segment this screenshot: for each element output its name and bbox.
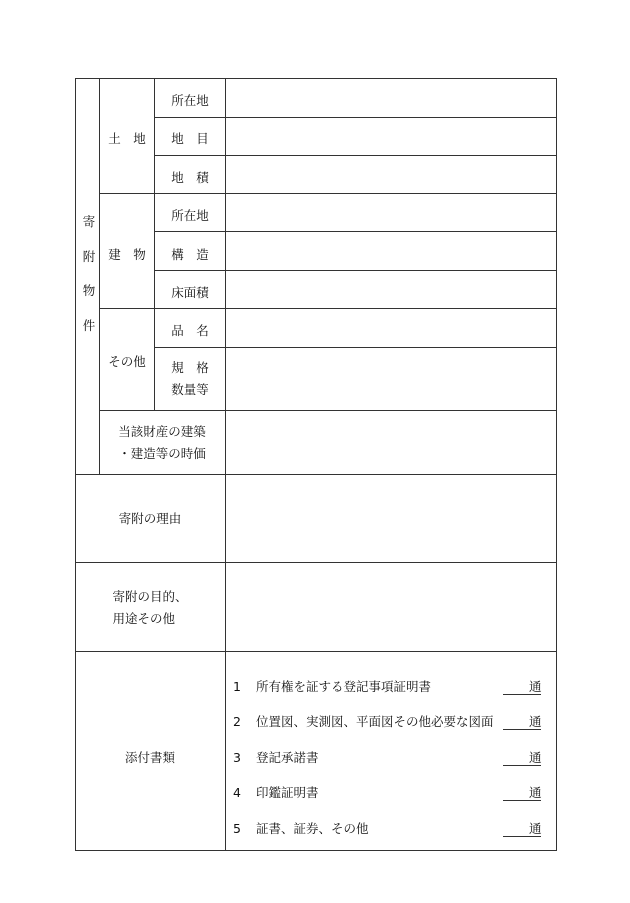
donation-purpose-label (112, 586, 187, 630)
row-line (75, 651, 557, 652)
donated-property-label (81, 216, 97, 332)
property-value-label (118, 421, 206, 465)
land-area-label: 地 積 (171, 169, 209, 185)
attachment-count-underline (503, 694, 541, 695)
row-line (154, 270, 557, 271)
donation-purpose-line1: 寄附の目的、 (112, 589, 188, 604)
property-value-line1: 当該財産の建築 (118, 424, 206, 439)
donated-property-label-char: 物 (82, 283, 96, 298)
attachment-count-underline (503, 765, 541, 766)
row-line (154, 155, 557, 156)
other-item-name-label: 品 名 (171, 322, 209, 338)
row-line (75, 562, 557, 563)
attachment-unit: 通 (529, 749, 542, 765)
attachment-number: 4 (233, 784, 241, 800)
row-line (99, 308, 557, 309)
attachment-unit: 通 (529, 784, 542, 800)
land-location-label: 所在地 (171, 92, 209, 108)
other-label: その他 (108, 353, 146, 369)
attachment-count-underline (503, 836, 541, 837)
attachment-count-underline (503, 800, 541, 801)
attachment-text: 位置図、実測図、平面図その他必要な図面 (256, 713, 494, 729)
donated-property-label-char: 件 (82, 317, 96, 333)
attachment-number: 3 (233, 749, 241, 765)
property-value-line2: ・建造等の時価 (118, 446, 206, 461)
row-line (99, 410, 557, 411)
building-floor-area-label: 床面積 (171, 284, 209, 300)
row-line (99, 193, 557, 194)
row-line (154, 231, 557, 232)
attachments-label: 添付書類 (124, 749, 176, 765)
attachment-count-underline (503, 729, 541, 730)
other-spec-line2: 数量等 (171, 382, 209, 397)
donation-purpose-line2: 用途その他 (112, 611, 176, 626)
building-location-label: 所在地 (171, 207, 209, 223)
donated-property-label-char: 附 (82, 248, 96, 264)
attachment-unit: 通 (529, 678, 542, 694)
row-line (154, 117, 557, 118)
building-structure-label: 構 造 (171, 246, 209, 262)
divider-property-column (99, 78, 100, 474)
attachment-text: 登記承諾書 (256, 749, 319, 765)
land-category-label: 地 目 (171, 130, 209, 146)
row-line (154, 347, 557, 348)
donated-property-label-char: 寄 (82, 214, 96, 229)
attachment-text: 所有権を証する登記事項証明書 (256, 678, 432, 694)
attachment-text: 印鑑証明書 (256, 784, 319, 800)
building-label: 建 物 (108, 246, 146, 262)
divider-subitem-column (154, 78, 155, 410)
border-bottom (75, 850, 557, 851)
other-spec-line1: 規 格 (171, 360, 209, 375)
land-label: 土 地 (108, 130, 146, 146)
border-left (75, 78, 76, 851)
attachment-text: 証書、証券、その他 (256, 820, 369, 836)
attachment-number: 1 (233, 678, 241, 694)
border-top (75, 78, 557, 79)
donation-reason-label: 寄附の理由 (118, 510, 182, 526)
attachment-number: 2 (233, 713, 241, 729)
attachment-unit: 通 (529, 713, 542, 729)
row-line (75, 474, 557, 475)
other-spec-label (171, 357, 209, 401)
attachment-unit: 通 (529, 820, 542, 836)
attachment-number: 5 (233, 820, 241, 836)
